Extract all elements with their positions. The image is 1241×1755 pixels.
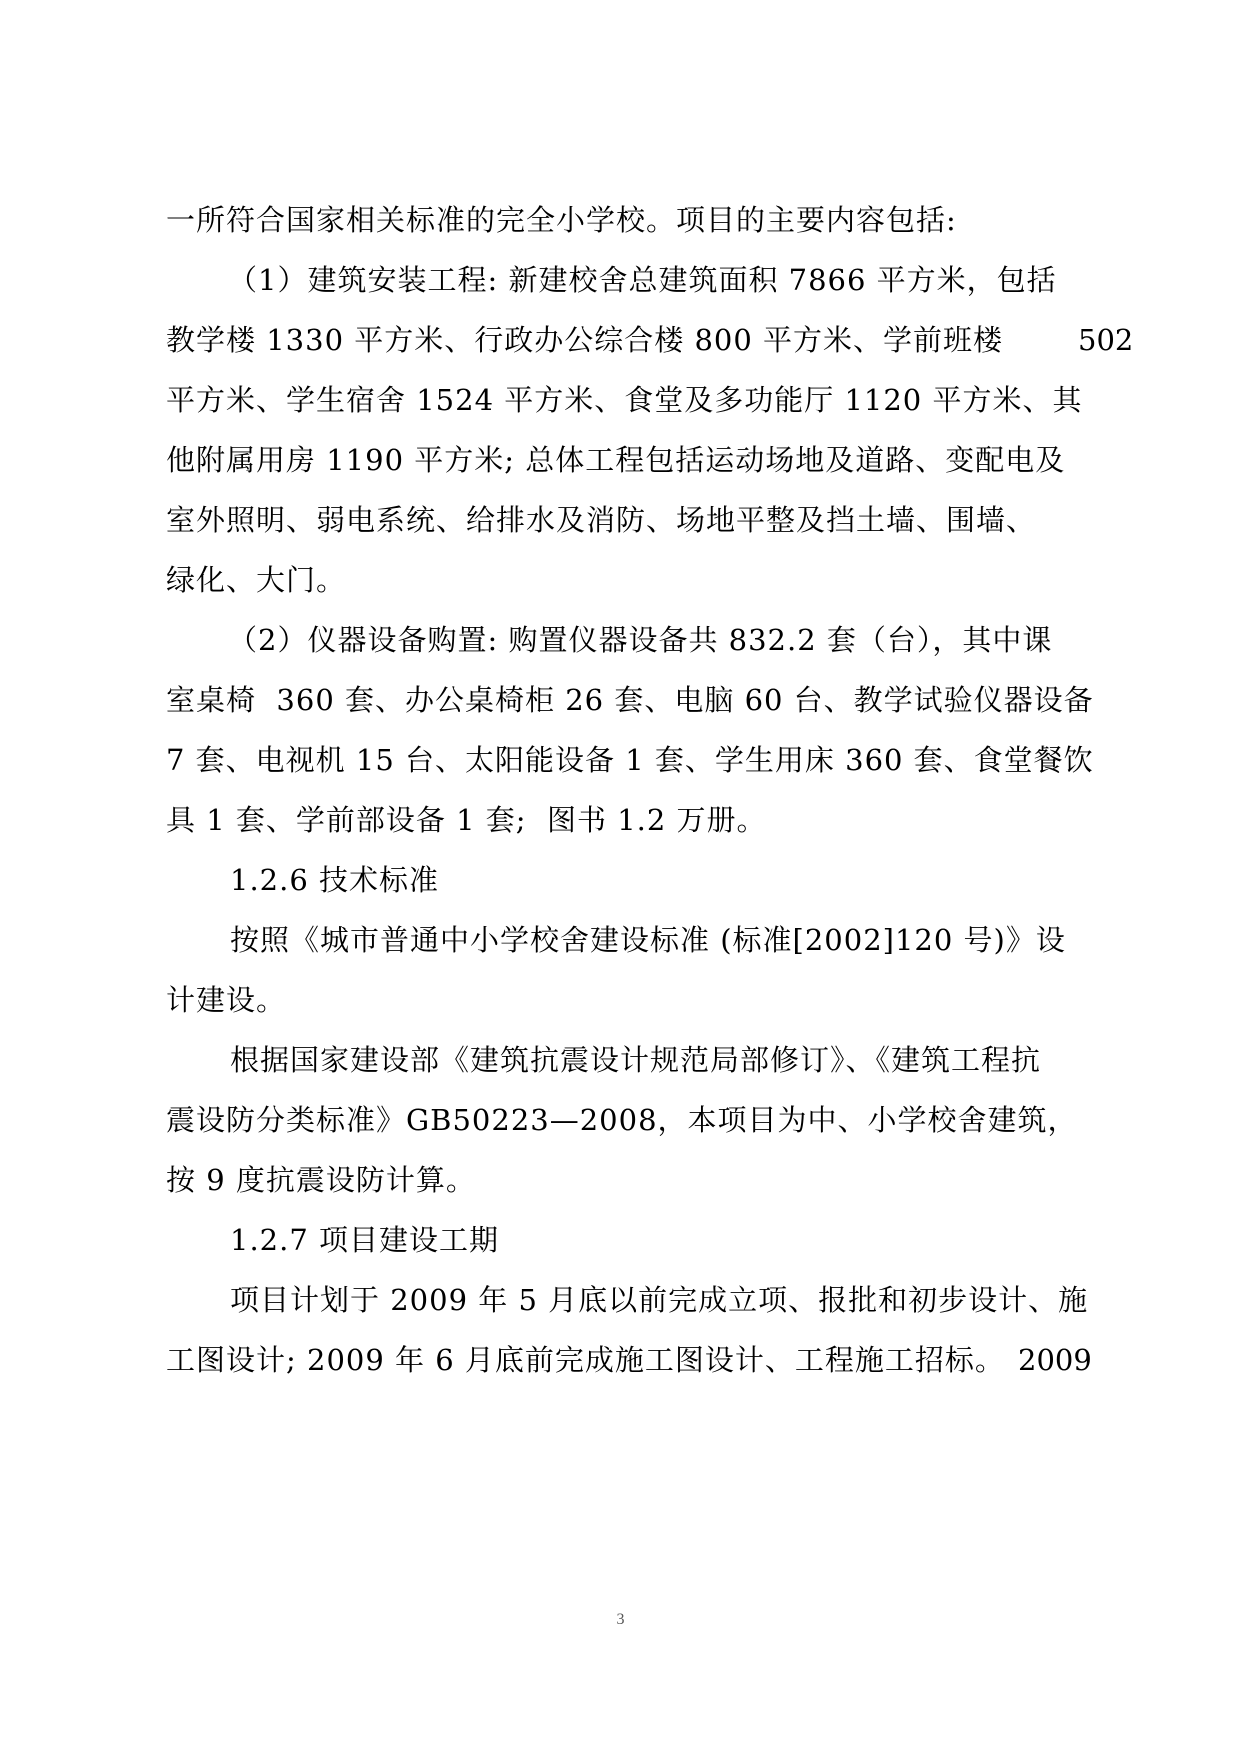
text-line-14: 计建设。 bbox=[166, 983, 287, 1017]
text-line-11: 具 1 套、学前部设备 1 套; 图书 1.2 万册。 bbox=[166, 803, 767, 837]
text-line-7: 绿化、大门。 bbox=[166, 563, 347, 597]
text-line-5: 他附属用房 1190 平方米; 总体工程包括运动场地及道路、变配电及 bbox=[166, 443, 1066, 477]
text-line-8: （2）仪器设备购置: 购置仪器设备共 832.2 套（台），其中课 bbox=[228, 623, 1053, 657]
text-line-6: 室外照明、弱电系统、给排水及消防、场地平整及挡土墙、围墙、 bbox=[166, 503, 1037, 537]
text-line-13: 按照《城市普通中小学校舍建设标准 (标准[2002]120 号)》设 bbox=[230, 923, 1066, 957]
text-line-10: 7 套、电视机 15 台、太阳能设备 1 套、学生用床 360 套、食堂餐饮 bbox=[166, 743, 1094, 777]
text-line-4: 平方米、学生宿舍 1524 平方米、食堂及多功能厅 1120 平方米、其 bbox=[166, 383, 1083, 417]
text-line-2: （1）建筑安装工程: 新建校舍总建筑面积 7866 平方米，包括 bbox=[228, 263, 1057, 297]
text-line-1: 一所符合国家相关标准的完全小学校。项目的主要内容包括: bbox=[166, 203, 957, 237]
text-line-16: 震设防分类标准》GB50223—2008，本项目为中、小学校舍建筑， bbox=[166, 1103, 1078, 1137]
section-heading-1-2-6: 1.2.6 技术标准 bbox=[230, 863, 440, 897]
text-line-20-tail: 2009 bbox=[1018, 1343, 1092, 1377]
page-number: 3 bbox=[616, 1611, 625, 1628]
text-line-9: 室桌椅 360 套、办公桌椅柜 26 套、电脑 60 台、教学试验仪器设备 bbox=[166, 683, 1094, 717]
section-heading-1-2-7: 1.2.7 项目建设工期 bbox=[230, 1223, 500, 1257]
text-line-3-tail: 502 bbox=[1078, 323, 1134, 357]
text-line-17: 按 9 度抗震设防计算。 bbox=[166, 1163, 476, 1197]
text-line-20: 工图设计; 2009 年 6 月底前完成施工图设计、工程施工招标。 bbox=[166, 1343, 1005, 1377]
text-line-15: 根据国家建设部《建筑抗震设计规范局部修订》、《建筑工程抗 bbox=[230, 1043, 1042, 1077]
text-line-3: 教学楼 1330 平方米、行政办公综合楼 800 平方米、学前班楼 bbox=[166, 323, 1004, 357]
text-line-19: 项目计划于 2009 年 5 月底以前完成立项、报批和初步设计、施 bbox=[230, 1283, 1089, 1317]
